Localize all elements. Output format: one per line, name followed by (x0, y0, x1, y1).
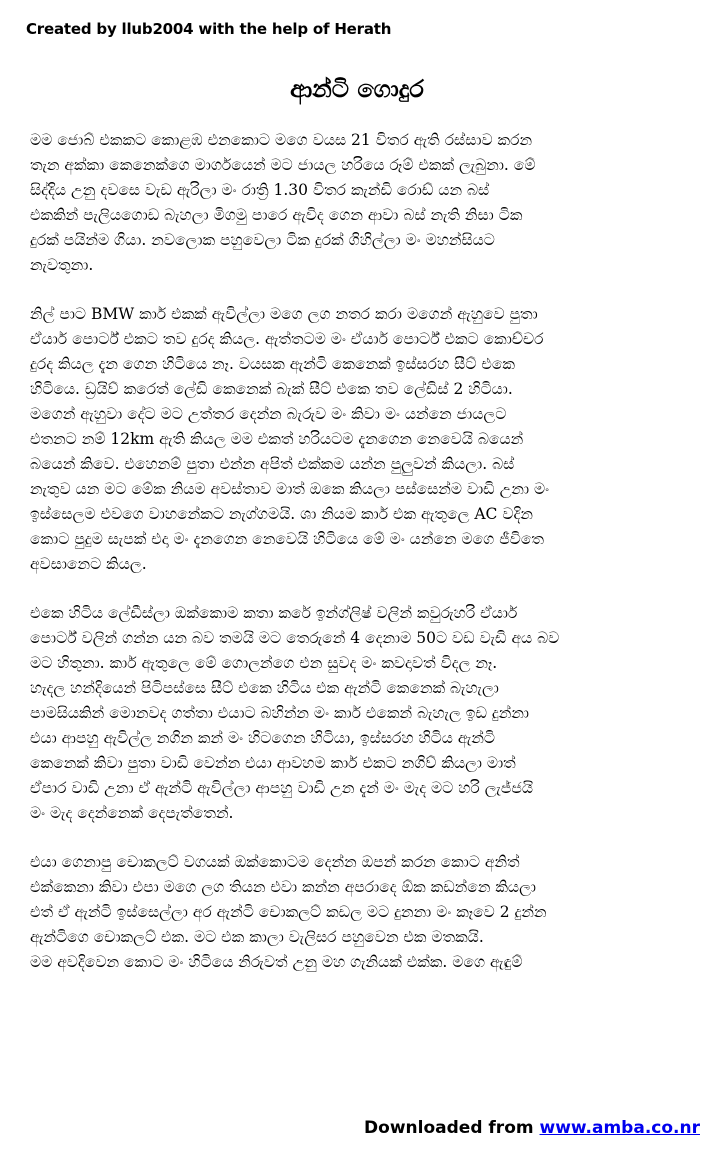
footer-prefix: Downloaded from (364, 1118, 540, 1138)
footer-link[interactable]: www.amba.co.nr (539, 1118, 700, 1138)
document-title: ආන්ටි ගොදුර (290, 74, 424, 103)
paragraph-4: එයා ගෙනාපු චොකලට් වගයක් ඔක්කොටම දෙන්න ඔපන් කරන කොට අනිත් එක්කෙනා කිවා එපා මගෙ ලග තියන එවා කන්න අපරාදෙ ඕක කඩන්නෙ කියලා එත් ඒ ඇන්ටි ඉස්සෙල්ලා අර ඇන්ටි චොකලට් කඩල මට දුනනා මං කෑවෙ 2 දුන්න ඇන්ටිගෙ චොකලට් එක. මට එක කාලා වැලිසර පහුවෙන එක මතකයි. මම අවදිවෙන කොට මං හිටියෙ නිරුවත් උනු මහ ගැනියක් එක්ක. මගෙ ඇඳුම් (30, 853, 547, 971)
document-body (30, 128, 702, 999)
paragraph-3: එකෙ හිටිය ලේඩීස්ලා ඔක්කොම කතා කරේ ඉන්ග්ලිෂ් වලින් කවුරුහරි ඒයාර් පොර්ට් වලින් ගන්න යන බව තමයි මට තෙරුනේ 4 දෙනාම 50ට වඩ වැඩි අය බව මට හිතුනා. කාර් ඇතුලෙ මේ ගොලන්ගෙ එන සුවද මං කවදාවත් විදල නෑ. හැදල හන්දියෙන් පිටිපස්සෙ සීට් එකෙ හිටිය එක ඇන්ටි කෙනෙක් බැහැලා පාමසියකින් මොනවද ගත්තා එයාට බහින්න මං කාර් එකෙන් බැහැල ඉඩ දුන්නා එයා ආපහු ඇවිල්ල නගින කන් මං හිටගෙන හිටියා, ඉස්සරහ හිටිය ඇන්ටි කෙනෙක් කිවා පුතා වාඩි වෙන්න එයා ආවහම කාර් එකට නගිව් කියලා මාත් ඒපාර වාඩි උනා ඒ ඇන්ටි ඇවිල්ලා ආපහු වාඩි උන දැන් මං මැද මට හරි ලැජ්ජයි මං මැද දෙන්නෙක් දෙපැත්තෙන්. (30, 604, 560, 822)
paragraph-2: නිල් පාට BMW කාර් එකක් ඇවිල්ලා මගෙ ලග නතර කරා මගෙන් ඇහුවෙ පුතා ඒයාර් පොර්ට් එකට තව දුරද කියල. ඇත්තටම මං ඒයාර් පොර්ට් එකට කොච්චර දුරද කියල දැන ගෙන හිටියෙ නෑ. වයසක ඇන්ටි කෙනෙක් ඉස්සරහ සීට් එකෙ හිටියෙ. ඩ්‍රයිව් කරෙත් ලේඩි කෙනෙක් බැක් සීට් එකෙ තව ලේඩිස් 2 හිටියා. මගෙන් ඇහුවා දේට මට උත්තර දෙන්න බැරුව මං කිවා මං යන්නෙ ජායලට එතනට නම් 12km ඇති කියල මම එකත් හරියටම දැනගෙන නෙවෙයි බයෙන් බයෙන් කිවෙ. එහෙනම් පුතා එන්න අපිත් එක්කම යන්න පුලුවන් කියලා. බස් නැතුව යන මට මේක නියම අවස්තාව මාත් ඔකෙ කියලා පස්සෙන්ම වාඩි උනා මං ඉස්සෙලම එවගෙ වාහනේකට නැග්ගමයි. ශා නියම කාර් එක ඇතුලෙ AC වදින කොට පුදුම සැපක් එදා මං දැනගෙන නෙවෙයි හිටියෙ මේ මං යන්නෙ මගෙ ජීවිතෙ අවසානෙට කියල. (30, 305, 550, 573)
paragraph-1: මම ජොබ් එකකට කොළඹ එනකොට මගෙ වයස 21 විතර ඇති රස්සාව කරන තැන අක්කා කෙනෙක්ගෙ මාර්ගයෙන් මට ජායල හරියෙ රූම් එකක් ලැබුනා. මේ සිද්දිය උනු දවසෙ වැඩ ඇරිලා මං රාත්‍රි 1.30 විතර කැන්ඩි රොඩ් යන බස් එකකින් පැලියගොඩ බැහලා මිගමු පාරෙ ඇවිද ගෙන ආවා බස් නැති නිසා ටික දුරක් පයින්ම ගියා. නවලොක පහුවෙලා ටික දුරක් ගිහිල්ලා මං මහන්සියට නැවතුනා. (30, 131, 536, 274)
header-credit: Created by llub2004 with the help of Herath (26, 20, 392, 38)
footer-download-note (364, 1118, 700, 1138)
